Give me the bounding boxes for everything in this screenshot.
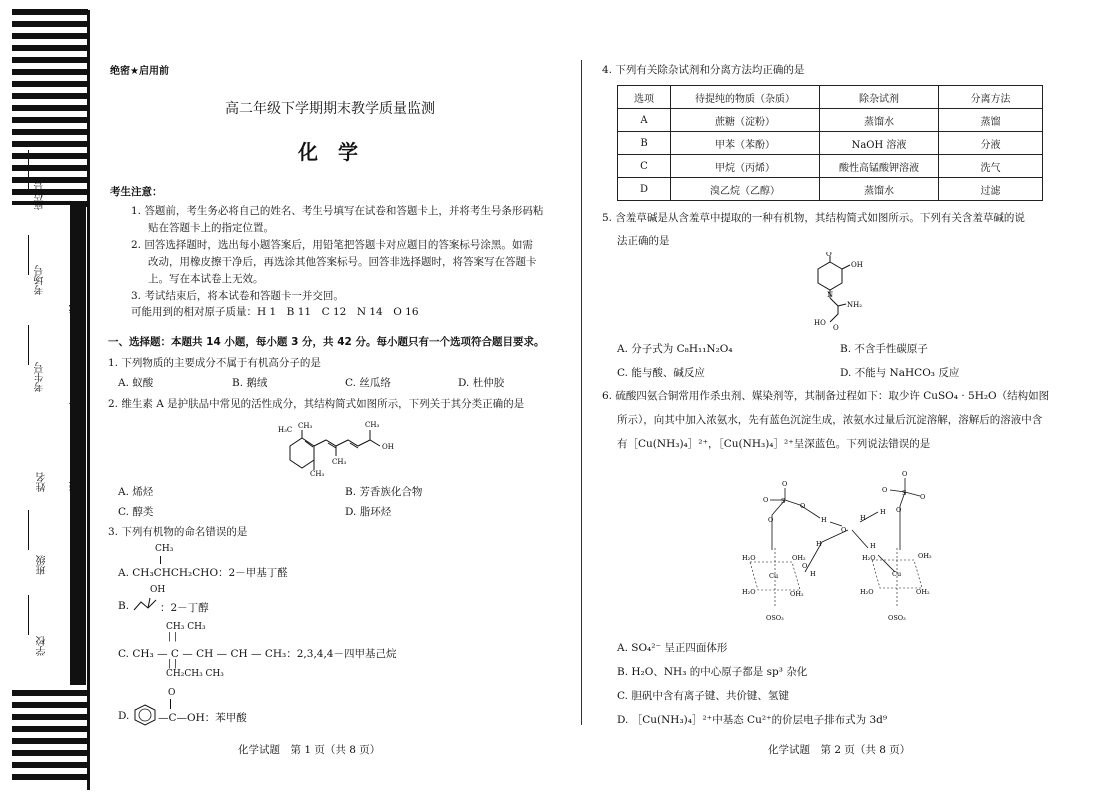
vitamin-a-label-ch3-2: CH₃	[332, 458, 347, 466]
class-line	[28, 510, 29, 550]
table-cell: C	[618, 155, 671, 178]
notice-line-5: 上。写在本试卷上无效。	[148, 273, 264, 285]
q1-option-c: C. 丝瓜络	[345, 377, 391, 389]
q6-option-a: A. SO₄²⁻ 呈正四面体形	[617, 642, 728, 654]
struct-label-h-6: H	[810, 570, 816, 578]
struct-label-h2o-3: H₂O	[862, 554, 876, 562]
table-cell: 蔗糖（淀粉）	[671, 109, 820, 132]
table-row	[618, 109, 1043, 132]
struct-label-cu-2: Cu	[892, 570, 902, 578]
q6-stem-1: 6. 硫酸四氨合铜常用作杀虫剂、媒染剂等，其制备过程如下：取少许 CuSO₄ · 5H₂O（结构如图	[602, 390, 1050, 402]
mimosine-label-carbonyl-o: O	[833, 324, 839, 332]
table-cell: 酸性高锰酸钾溶液	[820, 155, 939, 178]
struct-label-h2o-1: H₂O	[742, 554, 756, 562]
struct-label-o-right-2: O	[920, 493, 926, 501]
q3-option-d-label: D.	[118, 710, 130, 722]
struct-label-h-3: H	[816, 540, 822, 548]
table-cell: D	[618, 178, 671, 201]
q3-c-top: CH₃ CH₃	[166, 622, 206, 632]
q2-option-b: B. 芳香族化合物	[345, 486, 423, 498]
table-header-cell: 选项	[618, 86, 671, 109]
mimosine-label-o: O	[826, 252, 832, 258]
struct-label-oh2-4: OH₂	[916, 588, 930, 596]
struct-label-h2o-2: H₂O	[742, 588, 756, 596]
table-cell: B	[618, 132, 671, 155]
q4-stem: 4. 下列有关除杂试剂和分离方法均正确的是	[602, 64, 805, 76]
struct-label-o-bottom-1: O	[768, 516, 774, 524]
struct-label-o-right-1: O	[800, 502, 806, 510]
table-header-row	[618, 86, 1043, 109]
exam-room-label: 考场号	[35, 265, 46, 295]
q3-option-c: C. CH₃ — C — CH — CH — CH₃：2,3,4,4－四甲基己烷	[118, 648, 397, 660]
id-line	[28, 325, 29, 365]
table-cell: 分液	[939, 132, 1043, 155]
q6-stem-2: 所示），向其中加入浓氨水，先有蓝色沉淀生成，浓氨水过量后沉淀溶解，溶解后的溶液中含	[617, 414, 1043, 426]
table-cell: 甲烷（丙烯）	[671, 155, 820, 178]
q6-option-b: B. H₂O、NH₃ 的中心原子都是 sp³ 杂化	[617, 666, 808, 678]
mimosine-label-oh: OH	[851, 261, 863, 269]
table-row	[618, 155, 1043, 178]
table-cell: 甲苯（苯酚）	[671, 132, 820, 155]
q6-option-c: C. 胆矾中含有离子键、共价键、氢键	[617, 690, 789, 702]
table-cell: 蒸馏	[939, 109, 1043, 132]
vitamin-a-structure	[270, 418, 410, 478]
struct-label-oso3-2: OSO₃	[888, 614, 906, 622]
q3-stem: 3. 下列有机物的命名错误的是	[108, 526, 248, 538]
binding-mark-ding: 订	[70, 395, 81, 405]
vitamin-a-label-ch3-3: CH₃	[365, 421, 380, 429]
table-cell: 蒸馏水	[820, 109, 939, 132]
struct-label-oh2-1: OH₂	[792, 554, 806, 562]
q2-stem: 2. 维生素 A 是护肤品中常见的活性成分，其结构简式如图所示，下列关于其分类正确的是	[108, 398, 525, 410]
struct-label-o-bridge: O	[802, 562, 808, 570]
notice-line-6: 3. 考试结束后，将本试卷和答题卡一并交回。	[131, 290, 344, 302]
struct-label-o-bottom-2: O	[896, 506, 902, 514]
q6-option-d: D. ［Cu(NH₃)₄］²⁺中基态 Cu²⁺的价层电子排布式为 3d⁹	[617, 714, 888, 726]
q4-table	[617, 85, 1043, 201]
name-label: 姓名	[37, 472, 48, 492]
struct-label-o-top-1: O	[782, 480, 788, 488]
q5-stem-1: 5. 含羞草碱是从含羞草中提取的一种有机物，其结构简式如图所示。下列有关含羞草碱的说	[602, 212, 1025, 224]
q3-a-branch: CH₃	[155, 544, 174, 554]
q5-option-d: D. 不能与 NaHCO₃ 反应	[840, 367, 960, 379]
subject-title: 化 学	[298, 140, 358, 164]
q3-option-b-label: B.	[118, 600, 130, 612]
mimosine-label-ho: HO	[814, 319, 826, 327]
struct-label-h-5: H	[880, 508, 886, 516]
struct-label-h-4: H	[870, 542, 876, 550]
seat-number-label: 座位号	[35, 180, 46, 210]
binding-mark-line: 线	[70, 305, 81, 315]
vitamin-a-label-ch3-1: CH₃	[298, 422, 313, 430]
table-cell: A	[618, 109, 671, 132]
room-line	[28, 235, 29, 275]
benzene-ring	[132, 703, 158, 727]
footer-page-1: 化学试题 第 1 页（共 8 页）	[238, 744, 381, 756]
struct-label-s-1: S	[781, 497, 786, 505]
footer-page-2: 化学试题 第 2 页（共 8 页）	[768, 744, 911, 756]
q1-stem: 1. 下列物质的主要成分不属于有机高分子的是	[108, 357, 321, 369]
struct-label-o-left-1: O	[763, 496, 769, 504]
q1-option-d: D. 杜仲胶	[458, 377, 505, 389]
seat-line	[28, 150, 29, 190]
table-row	[618, 132, 1043, 155]
q5-option-b: B. 不含手性碳原子	[840, 343, 928, 355]
q3-b-oh: OH	[150, 585, 166, 595]
table-header-cell: 分离方法	[939, 86, 1043, 109]
struct-label-o-water: O	[841, 526, 847, 534]
q3-b-name: ：2－丁醇	[160, 602, 209, 614]
struct-label-oh2-3: OH₂	[918, 552, 932, 560]
q5-option-c: C. 能与酸、碱反应	[617, 367, 705, 379]
class-label: 班级	[37, 555, 48, 575]
q2-option-a: A. 烯烃	[118, 486, 154, 498]
struct-label-o-top-2: O	[902, 470, 908, 478]
mimosine-label-nh2: NH₂	[847, 301, 863, 309]
table-row	[618, 178, 1043, 201]
vitamin-a-label-ch3-4: CH₃	[310, 470, 325, 478]
table-cell: 过滤	[939, 178, 1043, 201]
q1-option-a: A. 蚁酸	[118, 377, 154, 389]
struct-label-h2o-4: H₂O	[860, 588, 874, 596]
notice-line-1: 1. 答题前，考生务必将自己的姓名、考生号填写在试卷和答题卡上，并将考生号条形码粘	[131, 205, 544, 217]
cuso4-structure	[730, 460, 950, 630]
exam-title: 高二年级下学期期末教学质量监测	[225, 101, 435, 117]
struct-label-oh2-2: OH₂	[790, 590, 804, 598]
struct-label-h-1: H	[821, 516, 827, 524]
school-label: 学校	[37, 636, 48, 656]
struct-label-h-2: H	[860, 514, 866, 522]
mimosine-structure	[800, 252, 880, 332]
q3-c-top-bonds: | |	[168, 632, 177, 642]
student-id-label: 考生号	[35, 362, 46, 392]
notice-line-3: 2. 回答选择题时，选出每小题答案后，用铅笔把答题卡对应题目的答案标号涂黑。如需	[131, 239, 533, 251]
table-header-cell: 除杂试剂	[820, 86, 939, 109]
table-cell: NaOH 溶液	[820, 132, 939, 155]
notice-line-2: 贴在答题卡上的指定位置。	[148, 222, 274, 234]
section-1-heading: 一、选择题：本题共 14 小题，每小题 3 分，共 42 分。每小题只有一个选项符合题目要求。	[108, 336, 545, 348]
q6-stem-3: 有［Cu(NH₃)₄］²⁺，［Cu(NH₃)₄］²⁺呈深蓝色。下列说法错误的是	[617, 438, 931, 450]
secret-mark: 绝密★启用前	[110, 66, 169, 77]
q5-stem-2: 法正确的是	[617, 235, 670, 247]
atomic-mass-line: 可能用到的相对原子质量：H 1 B 11 C 12 N 14 O 16	[131, 306, 419, 318]
vitamin-a-label-h3c: H₃C	[278, 426, 293, 434]
q2-option-d: D. 脂环烃	[345, 506, 392, 518]
q3-d-carbonyl-o: O	[168, 688, 176, 698]
binding-mark-zhuang: 装	[70, 482, 81, 492]
notice-heading: 考生注意：	[110, 186, 163, 198]
vitamin-a-label-oh: OH	[382, 443, 394, 451]
q3-c-bottom: CH₂CH₃ CH₃	[166, 669, 224, 679]
struct-label-oso3-1: OSO₃	[766, 614, 784, 622]
q3-option-a: A. CH₃CHCH₂CHO：2－甲基丁醛	[118, 567, 288, 579]
mimosine-label-n: N	[827, 291, 834, 299]
table-cell: 溴乙烷（乙醇）	[671, 178, 820, 201]
q3-b-skeleton	[130, 596, 160, 614]
q3-a-bond	[160, 556, 161, 564]
table-header-cell: 待提纯的物质（杂质）	[671, 86, 820, 109]
notice-line-4: 改动，用橡皮擦干净后，再选涂其他答案标号。回答非选择题时，将答案写在答题卡	[148, 256, 537, 268]
q1-option-b: B. 鹅绒	[232, 377, 268, 389]
school-line	[28, 595, 29, 635]
table-cell: 蒸馏水	[820, 178, 939, 201]
q3-d-name: —C—OH：苯甲酸	[158, 712, 247, 724]
q3-d-double-bond	[170, 699, 171, 709]
table-cell: 洗气	[939, 155, 1043, 178]
struct-label-o-left-2: O	[882, 486, 888, 494]
q3-c-bottom-bonds: | |	[168, 659, 177, 669]
struct-label-s-2: S	[902, 489, 907, 497]
struct-label-cu-1: Cu	[769, 572, 779, 580]
q5-option-a: A. 分子式为 C₈H₁₁N₂O₄	[617, 343, 733, 355]
page-divider	[581, 60, 582, 725]
q2-option-c: C. 醇类	[118, 506, 154, 518]
